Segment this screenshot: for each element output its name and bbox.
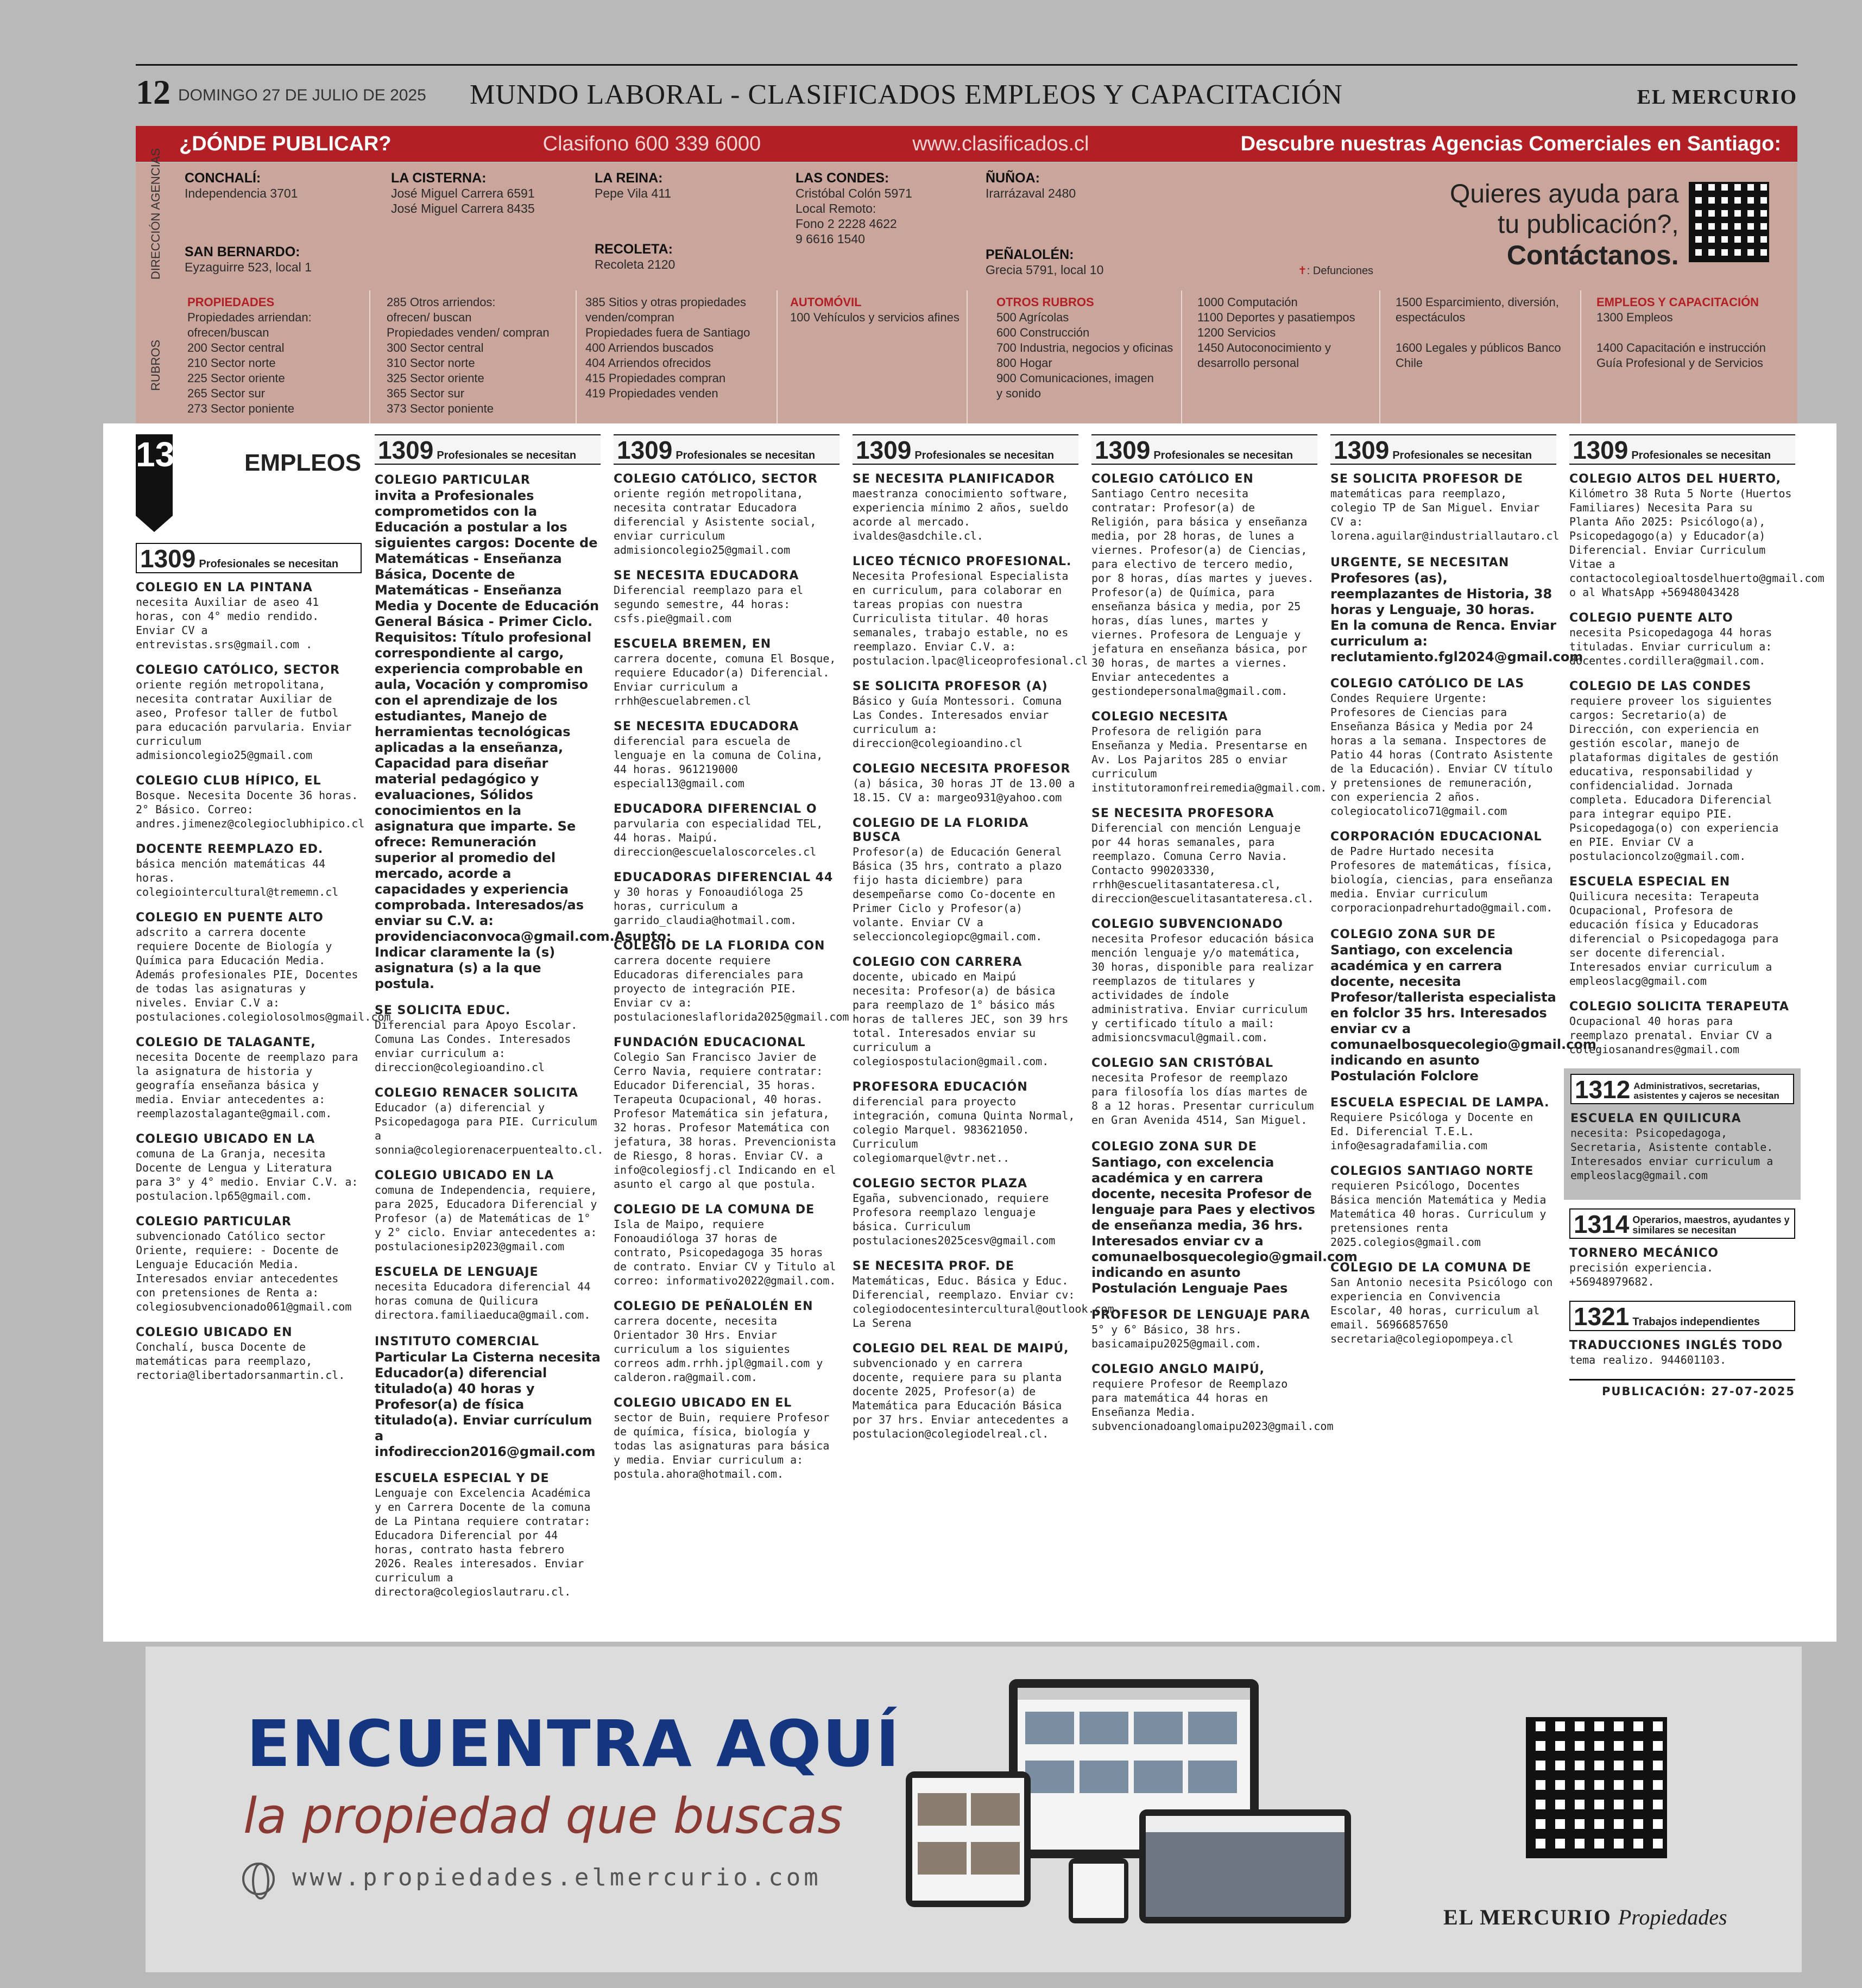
classifieds-area (103, 423, 1836, 1642)
agencies-panel (136, 148, 1797, 423)
section-number: 1309 (1095, 436, 1151, 464)
ad-heading: COLEGIO CATÓLICO EN (1091, 472, 1254, 486)
classified-ad (1091, 710, 1327, 795)
ad-text: necesita Docente de reemplazo para la asignatura de historia y geografía enseñanza básica y media. Enviar antecedentes a: reemplazostalagante@gmail.com. (136, 1050, 358, 1120)
rubro-propiedades-list: Propiedades arriendan: ofrecen/buscan 200 Sector central 210 Sector norte 225 Sector oriente 265 Sector sur 273 Sector poniente (187, 311, 312, 415)
page-title: MUNDO LABORAL - CLASIFICADOS EMPLEOS Y CAPACITACIÓN (470, 79, 1343, 110)
agency-la-reina: LA REINA: (595, 170, 663, 186)
ad-heading: COLEGIO CATÓLICO, SECTOR (136, 663, 340, 677)
ad-text: San Antonio necesita Psicólogo con experiencia en Convivencia Escolar, 40 horas, curriculum al email. 56966857650 secretaria@colegiopompeya.cl (1330, 1276, 1553, 1345)
rubro-automovil-title: AUTOMÓVIL (790, 295, 862, 309)
ad-heading: COLEGIO SUBVENCIONADO (1091, 917, 1283, 931)
ad-heading: COLEGIO ZONA SUR DE (1091, 1140, 1257, 1154)
ad-text: y 30 horas y Fonoaudióloga 25 horas, curriculum a garrido_claudia@hotmail.com. (614, 885, 804, 927)
classified-ad (136, 1132, 362, 1203)
ad-heading: SE NECESITA PROF. DE (853, 1259, 1015, 1273)
ad-text: oriente región metropolitana, necesita contratar Educadora diferencial y Asistente social, enviar curriculum admisioncolegio25@gmail.com (614, 487, 817, 556)
ad-heading: SE NECESITA EDUCADORA (614, 569, 799, 583)
ad-text: oriente región metropolitana, necesita contratar Auxiliar de aseo, Profesor taller de futbol para educación parvularia. Enviar curriculum admisioncolegio25@gmail.com (136, 678, 352, 762)
ad-text: (a) básica, 30 horas JT de 13.00 a 18.15. CV a: margeo931@yahoo.com (853, 777, 1075, 804)
classified-ad (853, 816, 1078, 944)
section-1300-badge: 1300 (136, 434, 173, 516)
classified-ad (375, 1004, 601, 1074)
ad-heading: COLEGIO PUENTE ALTO (1569, 611, 1733, 625)
propiedades-banner[interactable] (146, 1647, 1802, 1972)
ad-text: Requiere Psicóloga y Docente en Ed. Diferencial T.E.L. info@esagradafamilia.com (1330, 1111, 1533, 1152)
classified-ad (1330, 1164, 1556, 1249)
section-title: Trabajos independientes (1632, 1316, 1760, 1328)
agency-las-condes: LAS CONDES: (796, 170, 889, 186)
classified-ad (136, 843, 362, 899)
column-3 (614, 434, 849, 1493)
section-number: 1309 (140, 545, 196, 573)
section-number: 1314 (1574, 1210, 1630, 1238)
classified-ad (136, 663, 362, 762)
ad-text: Egaña, subvencionado, requiere Profesora reemplazo lenguaje básica. Curriculum postulaciones2025cesv@gmail.com (853, 1192, 1056, 1247)
ad-heading: COLEGIO DE LA FLORIDA CON (614, 939, 825, 953)
page-header (136, 64, 1797, 124)
ad-heading: SE SOLICITA PROFESOR (A) (853, 680, 1048, 693)
ad-heading: COLEGIO ZONA SUR DE (1330, 928, 1496, 941)
classified-ad (614, 802, 840, 859)
ad-text: subvencionado Católico sector Oriente, requiere: - Docente de Lenguaje Educación Media. Interesados enviar antecedentes con pretensiones de Renta a: colegiosubvencionado061@gmail.com (136, 1230, 352, 1313)
ad-text: necesita Profesor educación básica mención lenguaje y/o matemática, 30 horas, disponible para realizar reemplazos de titulares y actividades de índole administrativa. Enviar curriculum y certificado título a mail: admisioncsvmacul@gmail.com. (1091, 932, 1314, 1044)
ad-heading: COLEGIO PARTICULAR (375, 473, 531, 487)
ad-heading: COLEGIO NECESITA PROFESOR (853, 762, 1071, 776)
ad-text: Profesor(a) de Educación General Básica (35 hrs, contrato a plazo fijo hasta diciembre) para desempeñarse como Co-docente en Primer Ciclo y Profesor(a) volante. Enviar CV a seleccioncolegiopc@gmail.com. (853, 845, 1062, 943)
brand-name: EL MERCURIO (1443, 1905, 1612, 1929)
classified-ad (1091, 1056, 1317, 1127)
defunciones-label: : Defunciones (1306, 265, 1374, 277)
ad-heading: COLEGIO DE LAS CONDES (1569, 680, 1752, 693)
ad-heading: COLEGIO ANGLO MAIPÚ, (1091, 1363, 1265, 1376)
ad-heading: SE NECESITA EDUCADORA (614, 720, 799, 733)
ad-text: necesita Auxiliar de aseo 41 horas, con 4° medio rendido. Enviar CV a entrevistas.srs@gmail.com . (136, 596, 319, 651)
classified-ad (1569, 472, 1825, 599)
ad-text: adscrito a carrera docente requiere Docente de Biología y Química para Educación Media. Además profesionales PIE, Docentes de todas las asignaturas y niveles. Enviar C.V a: postulaciones.colegiolosolmos@gmail.com (136, 926, 391, 1023)
classified-ad (1091, 807, 1317, 906)
classified-ad (853, 555, 1088, 668)
banner-brand (1443, 1904, 1727, 1930)
section-title: Profesionales se necesitan (676, 449, 816, 461)
classified-ad (614, 720, 840, 790)
ad-text: Diferencial con mención Lenguaje por 44 horas semanales, para reemplazo. Comuna Cerro Navia. Contacto 990203330, rrhh@escuelitasantateresa.cl, direccion@escuelitasantateresa.cl. (1091, 821, 1314, 905)
help-line-1: Quieres ayuda para (1450, 180, 1679, 208)
rubro-otros-list: 500 Agrícolas 600 Construcción 700 Industria, negocios y oficinas 800 Hogar 900 Comunicaciones, imagen y sonido (996, 311, 1173, 400)
classified-ad (853, 1080, 1078, 1165)
classified-ad (136, 1215, 362, 1314)
section-title: Profesionales se necesitan (437, 449, 577, 461)
section-number: 1309 (617, 436, 673, 464)
ad-heading: COLEGIO CLUB HÍPICO, EL (136, 774, 321, 788)
section-1312-box (1564, 1068, 1801, 1200)
ad-heading: CORPORACIÓN EDUCACIONAL (1330, 830, 1542, 844)
classified-ad (614, 871, 840, 927)
rubros-label: RUBROS (149, 339, 162, 391)
ad-text: Conchalí, busca Docente de matemáticas para reemplazo, rectoria@libertadorsanmartin.cl. (136, 1340, 345, 1382)
ad-heading: COLEGIO DE LA COMUNA DE (1330, 1261, 1532, 1275)
ad-text: Santiago Centro necesita contratar: Profesor(a) de Religión, para básica y enseñanza media, por 28 horas, de lunes a viernes. Profesor(a) de Ciencias, para electivo de tercero medio, por 8 horas, días martes y jueves. Profesor(a) de Química, para enseñanza básica y media, por 25 horas, días lunes, martes y viernes. Profesora de Lenguaje y jefatura en enseñanza básica, por 30 horas, de martes a viernes. Enviar antecedentes a gestiondepersonalma@gmail.com. (1091, 487, 1314, 698)
column-1 (136, 434, 391, 1394)
rubro-propiedades-title: PROPIEDADES (187, 295, 275, 309)
classified-ad (1569, 611, 1795, 668)
ad-text: Colegio San Francisco Javier de Cerro Navia, requiere contratar: Educador Diferencial, 35 horas. Terapeuta Ocupacional, 40 horas. Profesor Matemática sin jefatura, 32 horas. Profesor Matemática con jefatura, 38 horas. Prevencionista de Riesgo, 8 horas. Enviar CV. a info@colegiosfj.cl Indicando en el asunto el cargo al que postula. (614, 1050, 836, 1191)
ad-text: carrera docente, comuna El Bosque, requiere Educador(a) Diferencial. Enviar curriculum a rrhh@escuelabremen.cl (614, 652, 836, 707)
ad-text: comuna de La Granja, necesita Docente de Lengua y Literatura para 3° y 4° medio. Enviar C.V. a: postulacion.lp65@gmail.com. (136, 1147, 358, 1202)
ad-heading: COLEGIO SAN CRISTÓBAL (1091, 1056, 1274, 1070)
ad-text: Diferencial reemplazo para el segundo semestre, 44 horas: csfs.pie@gmail.com (614, 584, 804, 625)
section-title: Administrativos, secretarias, asistentes y cajeros se necesitan (1633, 1081, 1779, 1101)
classified-ad (853, 1342, 1078, 1441)
ad-text: Kilómetro 38 Ruta 5 Norte (Huertos Familiares) Necesita Para su Planta Año 2025: Psicólogo(a), Psicopedagogo(a) y Educador(a) Diferencial. Enviar Curriculum Vitae a contactocolegioaltosdelhuerto@gmail.com o al WhatsApp +56948043428 (1569, 487, 1825, 599)
rubro-automovil-list: 100 Vehículos y servicios afines (790, 311, 960, 324)
ad-heading: COLEGIO DE LA FLORIDA BUSCA (853, 816, 1029, 844)
ad-text: matemáticas para reemplazo, colegio TP de San Miguel. Enviar CV a: lorena.aguilar@industriallautaro.cl (1330, 487, 1560, 542)
ad-heading: COLEGIO UBICADO EN (136, 1326, 293, 1339)
rubro-empleos-title: EMPLEOS Y CAPACITACIÓN (1596, 295, 1759, 309)
ad-heading: SE NECESITA PLANIFICADOR (853, 472, 1056, 486)
ad-text: necesita Profesor de reemplazo para filosofía los días martes de 8 a 12 horas. Presentar curriculum en Gran Avenida 4514, San Miguel. (1091, 1071, 1314, 1126)
ad-heading: TRADUCCIONES INGLÉS TODO (1569, 1339, 1783, 1352)
section-title: Profesionales se necesitan (199, 558, 339, 570)
ad-heading: COLEGIO DE PEÑALOLÉN EN (614, 1300, 813, 1313)
agency-address: Irarrázaval 2480 (986, 186, 1076, 200)
ad-heading: COLEGIO CON CARRERA (853, 955, 1022, 969)
classified-ad (853, 955, 1078, 1068)
ad-text: Isla de Maipo, requiere Fonoaudióloga 37 horas de contrato, Psicopedagoga 35 horas de contrato. Enviar CV y Titulo al correo: informativo2022@gmail.com. (614, 1218, 836, 1287)
ad-heading: COLEGIO DEL REAL DE MAIPÚ, (853, 1342, 1069, 1356)
ad-heading: COLEGIO DE TALAGANTE, (136, 1036, 316, 1049)
ad-text: Necesita Profesional Especialista en curriculum, para colaborar en tareas propias con nuestra Curriculista titular. 40 horas semanales, trabajo estable, no es reemplazo. Enviar C.V. a: postulacion.lpac@liceoprofesional.cl (853, 569, 1088, 667)
classified-ad (614, 1036, 840, 1191)
ad-text: necesita: Psicopedagoga, Secretaria, Asistente contable. Interesados enviar curriculum a empleoslacg@gmail.com (1570, 1126, 1773, 1182)
ad-text: carrera docente, necesita Orientador 30 Hrs. Enviar curriculum a los siguientes correos adm.rrhh.jpl@gmail.com y calderon.ra@gmail.com. (614, 1314, 823, 1384)
ad-heading: PROFESOR DE LENGUAJE PARA (1091, 1308, 1310, 1322)
agency-address: Recoleta 2120 (595, 257, 676, 271)
publish-question: ¿DÓNDE PUBLICAR? (179, 132, 392, 155)
ad-text: comuna de Independencia, requiere, para 2025, Educadora Diferencial y Profesor (a) de Matemáticas de 1° y 2° ciclo. Enviar antecedentes a: postulacionesip2023@gmail.com (375, 1183, 597, 1253)
ad-heading: SE SOLICITA EDUC. (375, 1004, 511, 1017)
classified-ad (375, 1265, 601, 1322)
ad-text: docente, ubicado en Maipú necesita: Profesor(a) de básica para reemplazo de 1° básico más horas de talleres JEC, son 39 hrs total. Interesados enviar su curriculum a colegiospostulacion@gmail.com. (853, 970, 1069, 1068)
ad-text: Bosque. Necesita Docente 36 horas. 2° Básico. Correo: andres.jimenez@colegioclubhipico.cl (136, 789, 365, 830)
ad-heading: COLEGIO CATÓLICO DE LAS (1330, 677, 1525, 691)
classified-ad (853, 1177, 1078, 1248)
classified-ad (136, 1326, 362, 1382)
ad-text: Profesores (as), reemplazantes de Historia, 38 horas y Lenguaje, 30 horas. En la comuna de Renca. Enviar curriculum a: reclutamiento.fgl2024@gmail.com (1330, 571, 1583, 664)
section-number: 1309 (378, 436, 434, 464)
section-number: 1312 (1575, 1075, 1631, 1104)
classified-ad (375, 1472, 601, 1599)
agency-address: Grecia 5791, local 10 (986, 263, 1104, 277)
agency-address: Independencia 3701 (185, 186, 298, 200)
classified-ad (1570, 1112, 1794, 1182)
ad-text: Educador (a) diferencial y Psicopedagoga para PIE. Curriculum a sonnia@colegiorenacerpuentealto.cl. (375, 1101, 604, 1156)
ad-text: invita a Profesionales comprometidos con la Educación a postular a los siguientes cargos: Docente de Matemáticas - Enseñanza Básica, Docente de Matemáticas - Enseñanza Media y Docente de Educación General Básica - Primer Ciclo. Requisitos: Título profesional correspondiente al cargo, experiencia comprobable en aula, Vocación y compromiso con el aprendizaje de los estudiantes, Manejo de herramientas tecnológicas aplicadas a la enseñanza, Capacidad para diseñar material pedagógico y evaluaciones, Sólidos conocimientos en la asignatura que imparte. Se ofrece: Remuneración superior al promedio del mercado, acorde a capacidades y experiencia comprobada. Interesados/as enviar su C.V. a: providenciaconvoca@gmail.com.Asunto: Indicar claramente la (s) asignatura (s) a la que postula. (375, 488, 672, 991)
help-cta (1450, 179, 1679, 271)
agency-la-cisterna: LA CISTERNA: (391, 170, 487, 186)
directions-label: DIRECCIÓN AGENCIAS (149, 148, 162, 280)
agency-conchali: CONCHALÍ: (185, 170, 261, 186)
column-6 (1330, 434, 1596, 1358)
ad-text: Ocupacional 40 horas para reemplazo prenatal. Enviar CV a colegiosanandres@gmail.com (1569, 1015, 1772, 1056)
classified-ad (1091, 472, 1317, 698)
agency-address: Cristóbal Colón 5971 Local Remoto: Fono 2 2228 4622 9 6616 1540 (796, 186, 912, 246)
empleos-title: EMPLEOS (244, 449, 362, 476)
ad-heading: ESCUELA ESPECIAL EN (1569, 875, 1731, 889)
ad-heading: COLEGIOS SANTIAGO NORTE (1330, 1164, 1534, 1178)
agency-address: Pepe Vila 411 (595, 186, 672, 200)
column-2 (375, 434, 672, 1611)
ad-text: Condes Requiere Urgente: Profesores de Ciencias para Enseñanza Básica y Media por 24 horas a la semana. Inspectores de Patio 44 horas (Contrato Asistente de la Educación). Enviar CV título y pretensiones de remuneración, con experiencia 2 años. colegiocatolico71@gmail.com (1330, 692, 1553, 818)
classified-ad (1091, 1363, 1334, 1433)
ad-heading: SE NECESITA PROFESORA (1091, 807, 1274, 820)
classified-ad (614, 569, 840, 625)
ad-heading: FUNDACIÓN EDUCACIONAL (614, 1036, 806, 1049)
classified-ad (1569, 875, 1795, 988)
ad-heading: INSTITUTO COMERCIAL (375, 1335, 539, 1348)
ad-heading: PROFESORA EDUCACIÓN (853, 1080, 1028, 1094)
agency-address: Eyzaguirre 523, local 1 (185, 260, 312, 274)
classified-ad (1330, 555, 1583, 665)
classified-ad (136, 1036, 362, 1120)
classified-ad (614, 472, 840, 557)
agency-nunoa: ÑUÑOA: (986, 170, 1040, 186)
ad-heading: ESCUELA BREMEN, EN (614, 637, 772, 651)
classified-ad (1091, 1308, 1317, 1351)
column-7 (1569, 434, 1825, 1398)
ad-text: sector de Buin, requiere Profesor de química, física, biología y todas las asignaturas para básica y media. Enviar curriculum a: postula.ahora@hotmail.com. (614, 1411, 830, 1480)
classified-ad (1091, 917, 1317, 1044)
ad-text: Santiago, con excelencia académica y en carrera docente, necesita Profesor de lenguaje para Paes y electivos de enseñanza media, 36 hrs. Interesados enviar cv a comunaelbosquecolegio@gmail.com indicando en asunto Postulación Lenguaje Paes (1091, 1155, 1358, 1296)
ad-heading: COLEGIO UBICADO EN EL (614, 1396, 792, 1410)
banner-headline: ENCUENTRA AQUÍ (247, 1706, 901, 1781)
ad-heading: COLEGIO SOLICITA TERAPEUTA (1569, 1000, 1789, 1014)
ad-heading: COLEGIO RENACER SOLICITA (375, 1086, 579, 1100)
qr-code-icon[interactable] (1689, 182, 1769, 262)
ad-heading: COLEGIO EN LA PINTANA (136, 581, 313, 594)
ad-heading: COLEGIO DE LA COMUNA DE (614, 1203, 815, 1217)
ad-text: subvencionado y en carrera docente, requiere para su planta docente 2025, Profesor(a) de Matemática para Educación Básica por 37 hrs. Enviar antecedentes a postulacion@colegiodelreal.cl. (853, 1357, 1069, 1440)
classified-ad (375, 472, 672, 992)
agency-address: José Miguel Carrera 6591 José Miguel Carrera 8435 (391, 186, 535, 216)
ad-text: básica mención matemáticas 44 horas. colegiointercultural@trememn.cl (136, 857, 339, 898)
ad-heading: LICEO TÉCNICO PROFESIONAL. (853, 555, 1072, 568)
rubro-list-6: 1000 Computación 1100 Deportes y pasatiempos 1200 Servicios 1450 Autoconocimiento y desarrollo personal (1197, 295, 1355, 370)
section-title: Profesionales se necesitan (1153, 449, 1293, 461)
ad-heading: COLEGIO SECTOR PLAZA (853, 1177, 1027, 1191)
agency-recoleta: RECOLETA: (595, 242, 673, 257)
ad-heading: COLEGIO ALTOS DEL HUERTO, (1569, 472, 1781, 486)
ad-heading: SE SOLICITA PROFESOR DE (1330, 472, 1523, 486)
section-number: 1309 (1573, 436, 1629, 464)
ad-text: necesita Educadora diferencial 44 horas comuna de Quilicura directora.familiaeduca@gmail.com. (375, 1280, 591, 1321)
ad-heading: ESCUELA ESPECIAL DE LAMPA. (1330, 1096, 1550, 1110)
ad-text: necesita Psicopedagoga 44 horas tituladas. Enviar curriculum a: docentes.cordillera@gmail.com. (1569, 626, 1772, 667)
page-number: 12 (136, 73, 171, 111)
rubro-list-2: 285 Otros arriendos: ofrecen/ buscan Propiedades venden/ compran 300 Sector central 310 Sector norte 325 Sector oriente 365 Sector sur 373 Sector poniente (387, 295, 550, 415)
section-title: Profesionales se necesitan (1631, 449, 1771, 461)
ad-heading: EDUCADORA DIFERENCIAL O (614, 802, 817, 816)
help-line-2: tu publicación?, (1498, 210, 1679, 239)
classified-ad (1569, 1000, 1795, 1056)
section-number: 1309 (1334, 436, 1390, 464)
ad-text: de Padre Hurtado necesita Profesores de matemáticas, física, biología, ciencias, para enseñanza media. Enviar curriculum corporacionpadrehurtado@gmail.com. (1330, 845, 1553, 914)
classified-ad (853, 1259, 1121, 1330)
ad-text: maestranza conocimiento software, experiencia mínimo 2 años, sueldo acorde al mercado. ivaldes@asdchile.cl. (853, 487, 1069, 542)
banner-url[interactable]: www.propiedades.elmercurio.com (292, 1864, 822, 1891)
ad-heading: URGENTE, SE NECESITAN (1330, 556, 1510, 569)
classified-ad (1569, 680, 1795, 863)
classified-ad (614, 1203, 840, 1288)
ad-heading: COLEGIO UBICADO EN LA (136, 1132, 315, 1146)
section-title: Profesionales se necesitan (1392, 449, 1532, 461)
classified-ad (136, 911, 391, 1024)
ad-text: Básico y Guía Montessori. Comuna Las Condes. Interesados enviar curriculum a: direccion@colegioandino.cl (853, 694, 1062, 750)
section-title: Operarios, maestros, ayudantes y similares se necesitan (1632, 1214, 1790, 1236)
ad-text: diferencial para proyecto integración, comuna Quinta Normal, colegio Marquel. 983621050. Curriculum colegiomarquel@vtr.net.. (853, 1095, 1075, 1164)
classified-ad (614, 1396, 840, 1481)
qr-code-icon[interactable] (1526, 1717, 1667, 1858)
classified-ad (375, 1169, 601, 1253)
ad-text: requiere Profesor de Reemplazo para matemática 44 horas en Enseñanza Media. subvencionadoanglomaipu2023@gmail.com (1091, 1377, 1334, 1433)
classified-ad (136, 774, 365, 831)
ad-text: parvularia con especialidad TEL, 44 horas. Maipú. direccion@escuelaloscorceles.cl (614, 817, 823, 858)
ad-text: Santiago, con excelencia académica y en carrera docente, necesita Profesor/tallerista especialista en folclor 35 hrs. Interesados enviar cv a comunaelbosquecolegio@gmail.com indicando en asunto Postulación Folclore (1330, 942, 1596, 1084)
rubro-list-7: 1500 Esparcimiento, diversión, espectáculos 1600 Legales y públicos Banco Chile (1396, 295, 1561, 370)
ad-text: Matemáticas, Educ. Básica y Educ. Diferencial, reemplazo. Enviar cv: colegiodocentesintercultural@outlook.com. La Serena (853, 1274, 1121, 1329)
ad-text: tema realizo. 944601103. (1569, 1353, 1726, 1366)
ad-text: Quilicura necesita: Terapeuta Ocupacional, Profesora de educación física y Educadoras diferencial o Psicopedagoga para ser docente diferencial. Interesados enviar curriculum a empleoslacg@gmail.com (1569, 890, 1779, 987)
section-number: 1321 (1574, 1302, 1630, 1331)
publish-bar (136, 126, 1797, 162)
ad-text: carrera docente requiere Educadoras diferenciales para proyecto de integración PIE. Enviar cv a: postulacioneslaflorida2025@gmail.com (614, 954, 849, 1023)
ad-heading: COLEGIO NECESITA (1091, 710, 1228, 724)
globe-icon (242, 1863, 275, 1895)
web-link[interactable]: www.clasificados.cl (912, 132, 1089, 155)
ad-text: requiere proveer los siguientes cargos: Secretario(a) de Dirección, con experiencia en gestión escolar, manejo de plataformas digitales de gestión educativa, responsabilidad y confidencialidad. Jornada completa. Educadora Diferencial para integrar equipo PIE. Psicopedagoga(o) con experiencia en PIE. Enviar CV a postulacioncolzo@gmail.com. (1569, 694, 1779, 863)
agency-penalolen: PEÑALOLÉN: (986, 247, 1074, 262)
classified-ad (1330, 677, 1556, 818)
section-number: 1309 (856, 436, 912, 464)
column-5 (1091, 434, 1358, 1445)
banner-subline: la propiedad que buscas (243, 1788, 843, 1845)
classified-ad (614, 939, 849, 1024)
rubro-empleos-list: 1300 Empleos 1400 Capacitación e instrucción Guía Profesional y de Servicios (1596, 311, 1766, 370)
publication-date: PUBLICACIÓN: 27-07-2025 (1569, 1379, 1795, 1398)
ad-heading: COLEGIO UBICADO EN LA (375, 1169, 554, 1182)
classified-ad (1330, 1261, 1556, 1346)
ad-text: diferencial para escuela de lenguaje en la comuna de Colina, 44 horas. 961219000 especial13@gmail.com (614, 735, 823, 790)
agency-san-bernardo: SAN BERNARDO: (185, 244, 300, 259)
ad-heading: COLEGIO PARTICULAR (136, 1215, 292, 1229)
classified-ad (614, 1300, 840, 1384)
help-line-3: Contáctanos. (1506, 240, 1679, 270)
classified-ad (1569, 1246, 1795, 1289)
page-date: DOMINGO 27 DE JULIO DE 2025 (178, 86, 426, 104)
ad-heading: ESCUELA DE LENGUAJE (375, 1265, 539, 1279)
classified-ad (853, 472, 1078, 543)
classified-ad (1330, 830, 1556, 915)
rubro-list-3: 385 Sitios y otras propiedades venden/compran Propiedades fuera de Santiago 400 Arriendos buscados 404 Arriendos ofrecidos 415 Propiedades compran 419 Propiedades venden (585, 295, 750, 400)
ad-heading: COLEGIO CATÓLICO, SECTOR (614, 472, 818, 486)
classified-ad (1330, 1096, 1556, 1153)
brand-logo: EL MERCURIO (1637, 86, 1797, 109)
ad-text: 5° y 6° Básico, 38 hrs. basicamaipu2025@gmail.com. (1091, 1323, 1262, 1350)
classified-ad (1091, 1139, 1358, 1296)
ad-text: Diferencial para Apoyo Escolar. Comuna Las Condes. Interesados enviar curriculum a: direccion@colegioandino.cl (375, 1018, 578, 1074)
ad-heading: TORNERO MECÁNICO (1569, 1246, 1719, 1260)
ad-text: Lenguaje con Excelencia Académica y en Carrera Docente de la comuna de La Pintana requiere contratar: Educadora Diferencial por 44 horas, contrato hasta febrero 2026. Reales interesados. Enviar curriculum a directora@colegioslautraru.cl. (375, 1486, 591, 1598)
ad-heading: COLEGIO EN PUENTE ALTO (136, 911, 324, 925)
devices-illustration (906, 1668, 1351, 1929)
classified-ad (375, 1086, 604, 1157)
column-4 (853, 434, 1121, 1453)
ad-heading: ESCUELA EN QUILICURA (1570, 1112, 1741, 1125)
ad-text: Particular La Cisterna necesita Educador(a) diferencial titulado(a) 40 horas y Profesor(a) de física titulado(a). Enviar currículum a infodireccion2016@gmail.com (375, 1350, 601, 1459)
phone-text: Clasifono 600 339 6000 (542, 132, 761, 155)
ad-heading: ESCUELA ESPECIAL Y DE (375, 1472, 550, 1485)
cross-icon: ✝ (1298, 265, 1307, 277)
empleos-header (136, 434, 362, 543)
classified-ad (375, 1334, 601, 1460)
classified-ad (136, 581, 362, 651)
classified-ad (853, 762, 1078, 805)
rubro-otros-title: OTROS RUBROS (996, 295, 1094, 309)
agencies-text: Descubre nuestras Agencias Comerciales en Santiago: (1240, 132, 1781, 155)
classified-ad (1330, 927, 1596, 1084)
classified-ad (1569, 1339, 1795, 1367)
section-title: Profesionales se necesitan (914, 449, 1055, 461)
ad-text: requieren Psicólogo, Docentes Básica mención Matemática y Media Matemática 40 horas. Curriculum y pretensiones renta 2025.colegios@gmail.com (1330, 1179, 1547, 1249)
ad-text: Profesora de religión para Enseñanza y Media. Presentarse en Av. Los Pajaritos 285 o enviar curriculum institutoramonfreiremedia@gmail.com. (1091, 725, 1327, 794)
ad-heading: DOCENTE REEMPLAZO ED. (136, 843, 324, 856)
brand-section: Propiedades (1618, 1905, 1727, 1929)
classified-ad (853, 680, 1078, 750)
ad-text: precisión experiencia. +56948979682. (1569, 1261, 1713, 1288)
classified-ad (614, 637, 840, 708)
classified-ad (1330, 472, 1560, 543)
ad-heading: EDUCADORAS DIFERENCIAL 44 (614, 871, 834, 884)
